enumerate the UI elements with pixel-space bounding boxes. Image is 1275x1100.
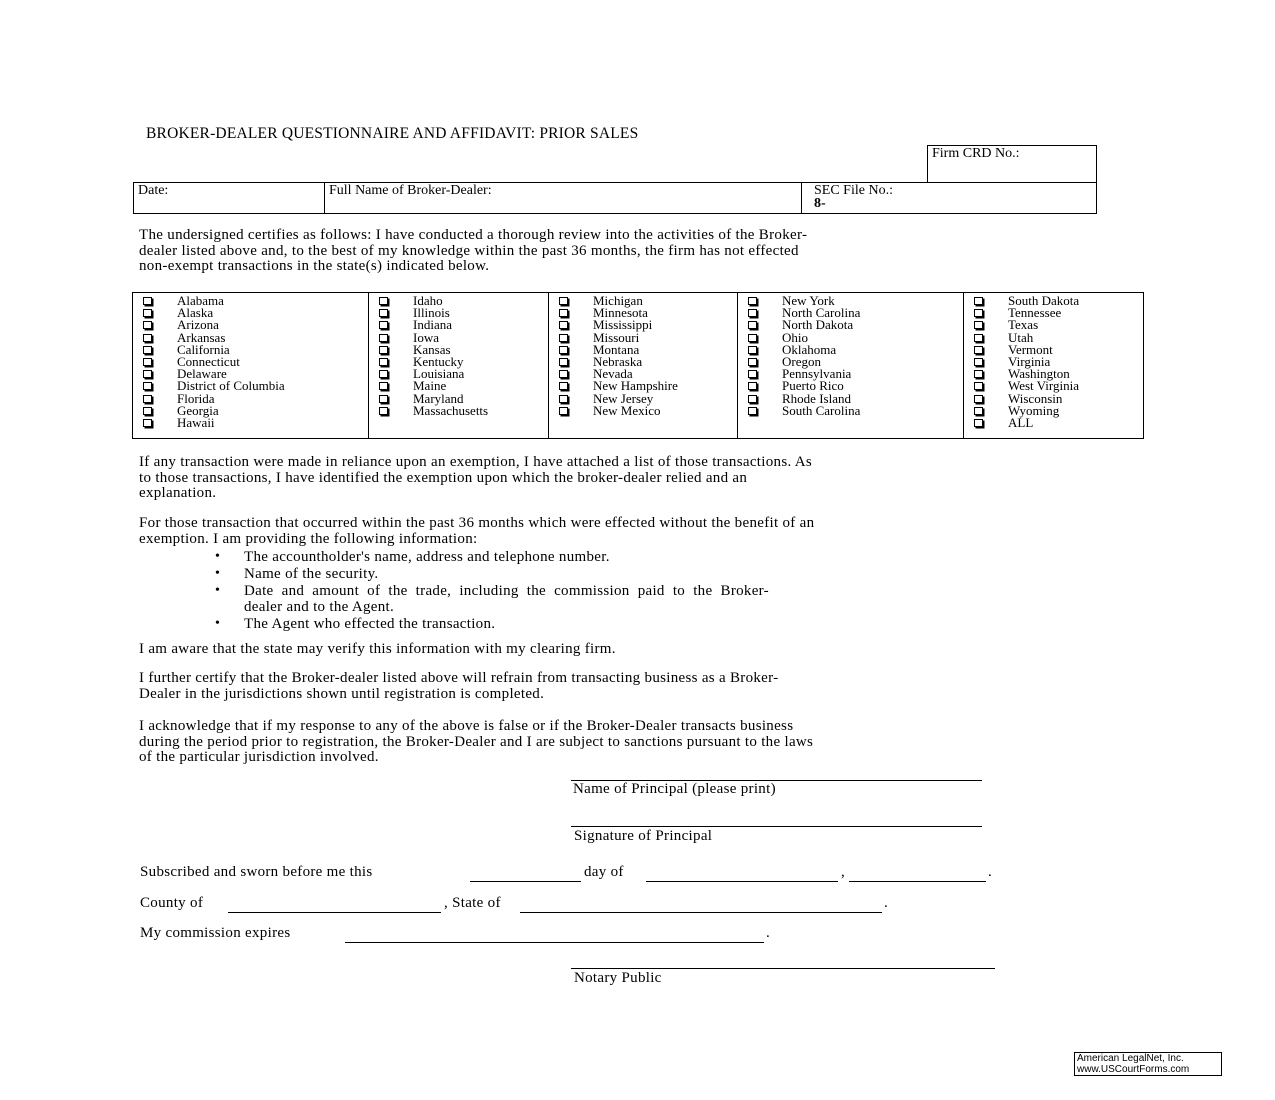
state-label: Indiana <box>413 317 452 333</box>
state-label: Iowa <box>413 329 439 345</box>
state-label: , State of <box>444 895 501 911</box>
state-label: Hawaii <box>177 414 215 430</box>
checkbox-icon[interactable] <box>379 297 388 305</box>
state-option[interactable] <box>964 329 1143 345</box>
commission-blank[interactable] <box>345 942 764 943</box>
notary-signature-line[interactable] <box>571 968 995 969</box>
state-blank[interactable] <box>520 912 882 913</box>
state-label: Minnesota <box>593 305 648 321</box>
checkbox-icon[interactable] <box>748 346 757 354</box>
checkbox-icon[interactable] <box>974 382 983 390</box>
state-option[interactable] <box>549 341 737 357</box>
state-label: Wyoming <box>1008 402 1060 418</box>
state-label: Maryland <box>413 390 464 406</box>
principal-signature-label: Signature of Principal <box>574 828 713 844</box>
certification-line: The undersigned certifies as follows: I have conducted a thorough review into the activities of the Broker- <box>139 227 808 243</box>
checkbox-icon[interactable] <box>974 346 983 354</box>
states-column <box>964 293 1143 438</box>
state-label: Missouri <box>593 329 640 345</box>
state-label: Kansas <box>413 341 451 357</box>
certification-line: dealer listed above and, to the best of my knowledge within the past 36 months, the firm has not effected <box>139 242 799 259</box>
date-field[interactable] <box>134 183 325 213</box>
bullet-glyph: • <box>215 583 220 598</box>
state-option[interactable] <box>133 307 368 319</box>
subscribed-label: Subscribed and sworn before me this <box>140 864 373 880</box>
state-label: North Dakota <box>782 317 854 333</box>
checkbox-icon[interactable] <box>379 321 388 329</box>
broker-dealer-name-label: Full Name of Broker-Dealer: <box>329 183 492 198</box>
state-option[interactable] <box>549 356 737 368</box>
non-exempt-line: For those transaction that occurred within the past 36 months which were effected without the benefit of an <box>139 515 815 531</box>
checkbox-icon[interactable] <box>974 407 983 415</box>
logo-line: www.USCourtForms.com <box>1077 1063 1190 1075</box>
state-option[interactable] <box>369 295 548 307</box>
state-label: New Jersey <box>593 390 654 406</box>
checkbox-icon[interactable] <box>748 297 757 305</box>
state-option[interactable] <box>738 341 963 357</box>
non-exempt-line: exemption. I am providing the following information: <box>139 530 478 547</box>
checkbox-icon[interactable] <box>379 346 388 354</box>
checkbox-icon[interactable] <box>748 358 757 366</box>
checkbox-icon[interactable] <box>974 297 983 305</box>
states-column <box>369 293 549 438</box>
comma-glyph: , <box>841 864 846 880</box>
checkbox-icon[interactable] <box>974 334 983 342</box>
month-blank[interactable] <box>646 881 838 882</box>
bullet-item-continuation: dealer and to the Agent. <box>244 599 395 615</box>
checkbox-icon[interactable] <box>974 321 983 329</box>
checkbox-icon[interactable] <box>379 395 388 403</box>
checkbox-icon[interactable] <box>559 370 568 378</box>
state-label: District of Columbia <box>177 378 285 394</box>
state-label: New York <box>782 293 835 309</box>
checkbox-icon[interactable] <box>748 382 757 390</box>
state-label: South Carolina <box>782 402 861 418</box>
exemption-paragraph <box>139 455 812 502</box>
bullet-glyph: • <box>215 549 220 564</box>
notary-public-label: Notary Public <box>574 970 662 986</box>
state-label: Vermont <box>1008 341 1053 357</box>
acknowledge-paragraph <box>139 719 813 766</box>
american-legalnet-logo <box>1074 1052 1222 1076</box>
state-label: Massachusetts <box>413 402 489 418</box>
state-label: Oklahoma <box>782 341 837 357</box>
checkbox-icon[interactable] <box>379 407 388 415</box>
date-label: Date: <box>138 183 169 198</box>
checkbox-icon[interactable] <box>379 358 388 366</box>
checkbox-icon[interactable] <box>559 297 568 305</box>
sec-file-label: SEC File No.: <box>814 183 893 198</box>
checkbox-icon[interactable] <box>559 334 568 342</box>
state-option[interactable] <box>964 402 1143 418</box>
state-label: Montana <box>593 341 640 357</box>
principal-signature-line[interactable] <box>571 826 982 827</box>
state-label: Florida <box>177 390 215 406</box>
states-column <box>549 293 738 438</box>
state-option[interactable] <box>964 341 1143 357</box>
checkbox-icon[interactable] <box>559 382 568 390</box>
acknowledge-line: I acknowledge that if my response to any of the above is false or if the Broker-Dealer transacts business <box>139 718 794 734</box>
state-option[interactable] <box>133 414 368 430</box>
checkbox-icon[interactable] <box>143 321 152 329</box>
state-option[interactable] <box>549 329 737 345</box>
checkbox-icon[interactable] <box>559 407 568 415</box>
bullet-glyph: • <box>215 566 220 581</box>
state-label: Idaho <box>413 293 443 309</box>
checkbox-icon[interactable] <box>748 321 757 329</box>
document-title: BROKER-DEALER QUESTIONNAIRE AND AFFIDAVIT: PRIOR SALES <box>146 125 639 142</box>
checkbox-icon[interactable] <box>559 321 568 329</box>
state-label: Illinois <box>413 305 450 321</box>
state-label: Maine <box>413 378 447 394</box>
checkbox-icon[interactable] <box>143 407 152 415</box>
checkbox-icon[interactable] <box>974 309 983 317</box>
state-label: California <box>177 341 230 357</box>
state-label: Pennsylvania <box>782 366 852 382</box>
broker-dealer-name-field[interactable] <box>325 183 802 213</box>
state-label: Puerto Rico <box>782 378 844 394</box>
state-label: North Carolina <box>782 305 861 321</box>
checkbox-icon[interactable] <box>559 358 568 366</box>
state-label: Arizona <box>177 317 219 333</box>
state-label: Oregon <box>782 354 821 370</box>
checkbox-icon[interactable] <box>143 309 152 317</box>
state-option[interactable] <box>133 390 368 406</box>
state-option[interactable] <box>738 402 963 418</box>
period-glyph: . <box>988 864 993 880</box>
state-label: Texas <box>1008 317 1039 333</box>
state-option[interactable] <box>738 329 963 345</box>
bullet-item: Date and amount of the trade, including the commission paid to the Broker- <box>244 583 769 599</box>
certification-paragraph <box>139 228 807 275</box>
non-exempt-paragraph <box>139 516 814 547</box>
state-label: Mississippi <box>593 317 653 333</box>
state-label: Michigan <box>593 293 643 309</box>
checkbox-icon[interactable] <box>748 309 757 317</box>
state-option[interactable] <box>369 368 548 380</box>
checkbox-icon[interactable] <box>559 346 568 354</box>
acknowledge-line: during the period prior to registration, the Broker-Dealer and I are subject to sanctions pursuant to the laws <box>139 733 814 750</box>
day-of-label: day of <box>584 864 624 880</box>
header-fields-row <box>133 182 1097 214</box>
certification-line: non-exempt transactions in the state(s) indicated below. <box>139 258 490 274</box>
states-column <box>738 293 964 438</box>
bullet-item: Name of the security. <box>244 566 379 582</box>
firm-crd-label: Firm CRD No.: <box>932 146 1020 161</box>
states-column <box>133 293 369 438</box>
bullet-glyph: • <box>215 616 220 631</box>
state-option[interactable] <box>133 295 368 307</box>
period-glyph: . <box>884 895 889 911</box>
commission-label: My commission expires <box>140 925 291 941</box>
bullet-item: The accountholder's name, address and telephone number. <box>244 549 610 565</box>
state-option[interactable] <box>133 341 368 357</box>
acknowledge-line: of the particular jurisdiction involved. <box>139 749 379 765</box>
bullet-item: The Agent who effected the transaction. <box>244 616 496 632</box>
checkbox-icon[interactable] <box>143 395 152 403</box>
checkbox-icon[interactable] <box>559 395 568 403</box>
period-glyph: . <box>766 925 771 941</box>
checkbox-icon[interactable] <box>974 370 983 378</box>
state-label: Connecticut <box>177 354 240 370</box>
state-option[interactable] <box>369 402 548 418</box>
day-blank[interactable] <box>470 881 581 882</box>
checkbox-icon[interactable] <box>379 370 388 378</box>
checkbox-icon[interactable] <box>143 419 152 427</box>
principal-name-label: Name of Principal (please print) <box>573 781 776 797</box>
county-blank[interactable] <box>228 912 441 913</box>
exemption-line: If any transaction were made in reliance upon an exemption, I have attached a list of those transactions. As <box>139 454 813 470</box>
state-option[interactable] <box>549 319 737 331</box>
state-option[interactable] <box>133 356 368 368</box>
state-option[interactable] <box>369 329 548 345</box>
refrain-paragraph <box>139 671 778 702</box>
state-option[interactable] <box>738 368 963 380</box>
checkbox-icon[interactable] <box>379 309 388 317</box>
state-label: New Mexico <box>593 402 661 418</box>
checkbox-icon[interactable] <box>974 358 983 366</box>
states-checklist <box>132 292 1144 439</box>
state-option[interactable] <box>964 307 1143 319</box>
state-option[interactable] <box>738 319 963 331</box>
state-label: South Dakota <box>1008 293 1080 309</box>
state-label: New Hampshire <box>593 378 678 394</box>
refrain-line: I further certify that the Broker-dealer listed above will refrain from transacting business as a Broker- <box>139 670 779 686</box>
refrain-line: Dealer in the jurisdictions shown until registration is completed. <box>139 685 545 702</box>
state-label: Washington <box>1008 366 1070 382</box>
logo-line: American LegalNet, Inc. <box>1077 1053 1184 1064</box>
checkbox-icon[interactable] <box>974 419 983 427</box>
state-option[interactable] <box>133 402 368 418</box>
state-option[interactable] <box>549 402 737 418</box>
checkbox-icon[interactable] <box>143 358 152 366</box>
checkbox-icon[interactable] <box>143 346 152 354</box>
checkbox-icon[interactable] <box>748 334 757 342</box>
county-label: County of <box>140 895 204 911</box>
state-label: Georgia <box>177 402 219 418</box>
state-label: Rhode Island <box>782 390 851 406</box>
state-label: Arkansas <box>177 329 226 345</box>
clearing-firm-paragraph: I am aware that the state may verify this information with my clearing firm. <box>139 641 616 657</box>
state-option[interactable] <box>133 319 368 331</box>
state-label: Kentucky <box>413 354 464 370</box>
state-label: Alabama <box>177 293 224 309</box>
year-blank[interactable] <box>849 881 986 882</box>
checkbox-icon[interactable] <box>143 334 152 342</box>
state-label: Delaware <box>177 366 227 382</box>
state-option[interactable] <box>964 319 1143 331</box>
state-label: Nevada <box>593 366 633 382</box>
state-label: Virginia <box>1008 354 1051 370</box>
state-label: Tennessee <box>1008 305 1062 321</box>
state-label: Utah <box>1008 329 1034 345</box>
firm-crd-field[interactable] <box>927 145 1097 183</box>
state-label: Nebraska <box>593 354 643 370</box>
state-option[interactable] <box>133 329 368 345</box>
checkbox-icon[interactable] <box>559 309 568 317</box>
state-label: ALL <box>1008 414 1034 430</box>
state-label: Alaska <box>177 305 214 321</box>
checkbox-icon[interactable] <box>379 334 388 342</box>
state-option[interactable] <box>964 414 1143 430</box>
exemption-line: explanation. <box>139 485 217 501</box>
checkbox-icon[interactable] <box>143 297 152 305</box>
state-label: West Virginia <box>1008 378 1079 394</box>
state-option[interactable] <box>369 319 548 331</box>
state-option[interactable] <box>133 380 368 392</box>
sec-file-field[interactable] <box>802 183 1096 213</box>
state-label: Louisiana <box>413 366 465 382</box>
state-option[interactable] <box>369 307 548 319</box>
checkbox-icon[interactable] <box>143 370 152 378</box>
state-label: Ohio <box>782 329 808 345</box>
checkbox-icon[interactable] <box>974 395 983 403</box>
checkbox-icon[interactable] <box>748 370 757 378</box>
checkbox-icon[interactable] <box>748 407 757 415</box>
checkbox-icon[interactable] <box>379 382 388 390</box>
checkbox-icon[interactable] <box>143 382 152 390</box>
sec-file-prefix: 8- <box>814 196 826 211</box>
checkbox-icon[interactable] <box>748 395 757 403</box>
state-label: Wisconsin <box>1008 390 1063 406</box>
exemption-line: to those transactions, I have identified the exemption upon which the broker-dealer relied and an <box>139 469 748 486</box>
